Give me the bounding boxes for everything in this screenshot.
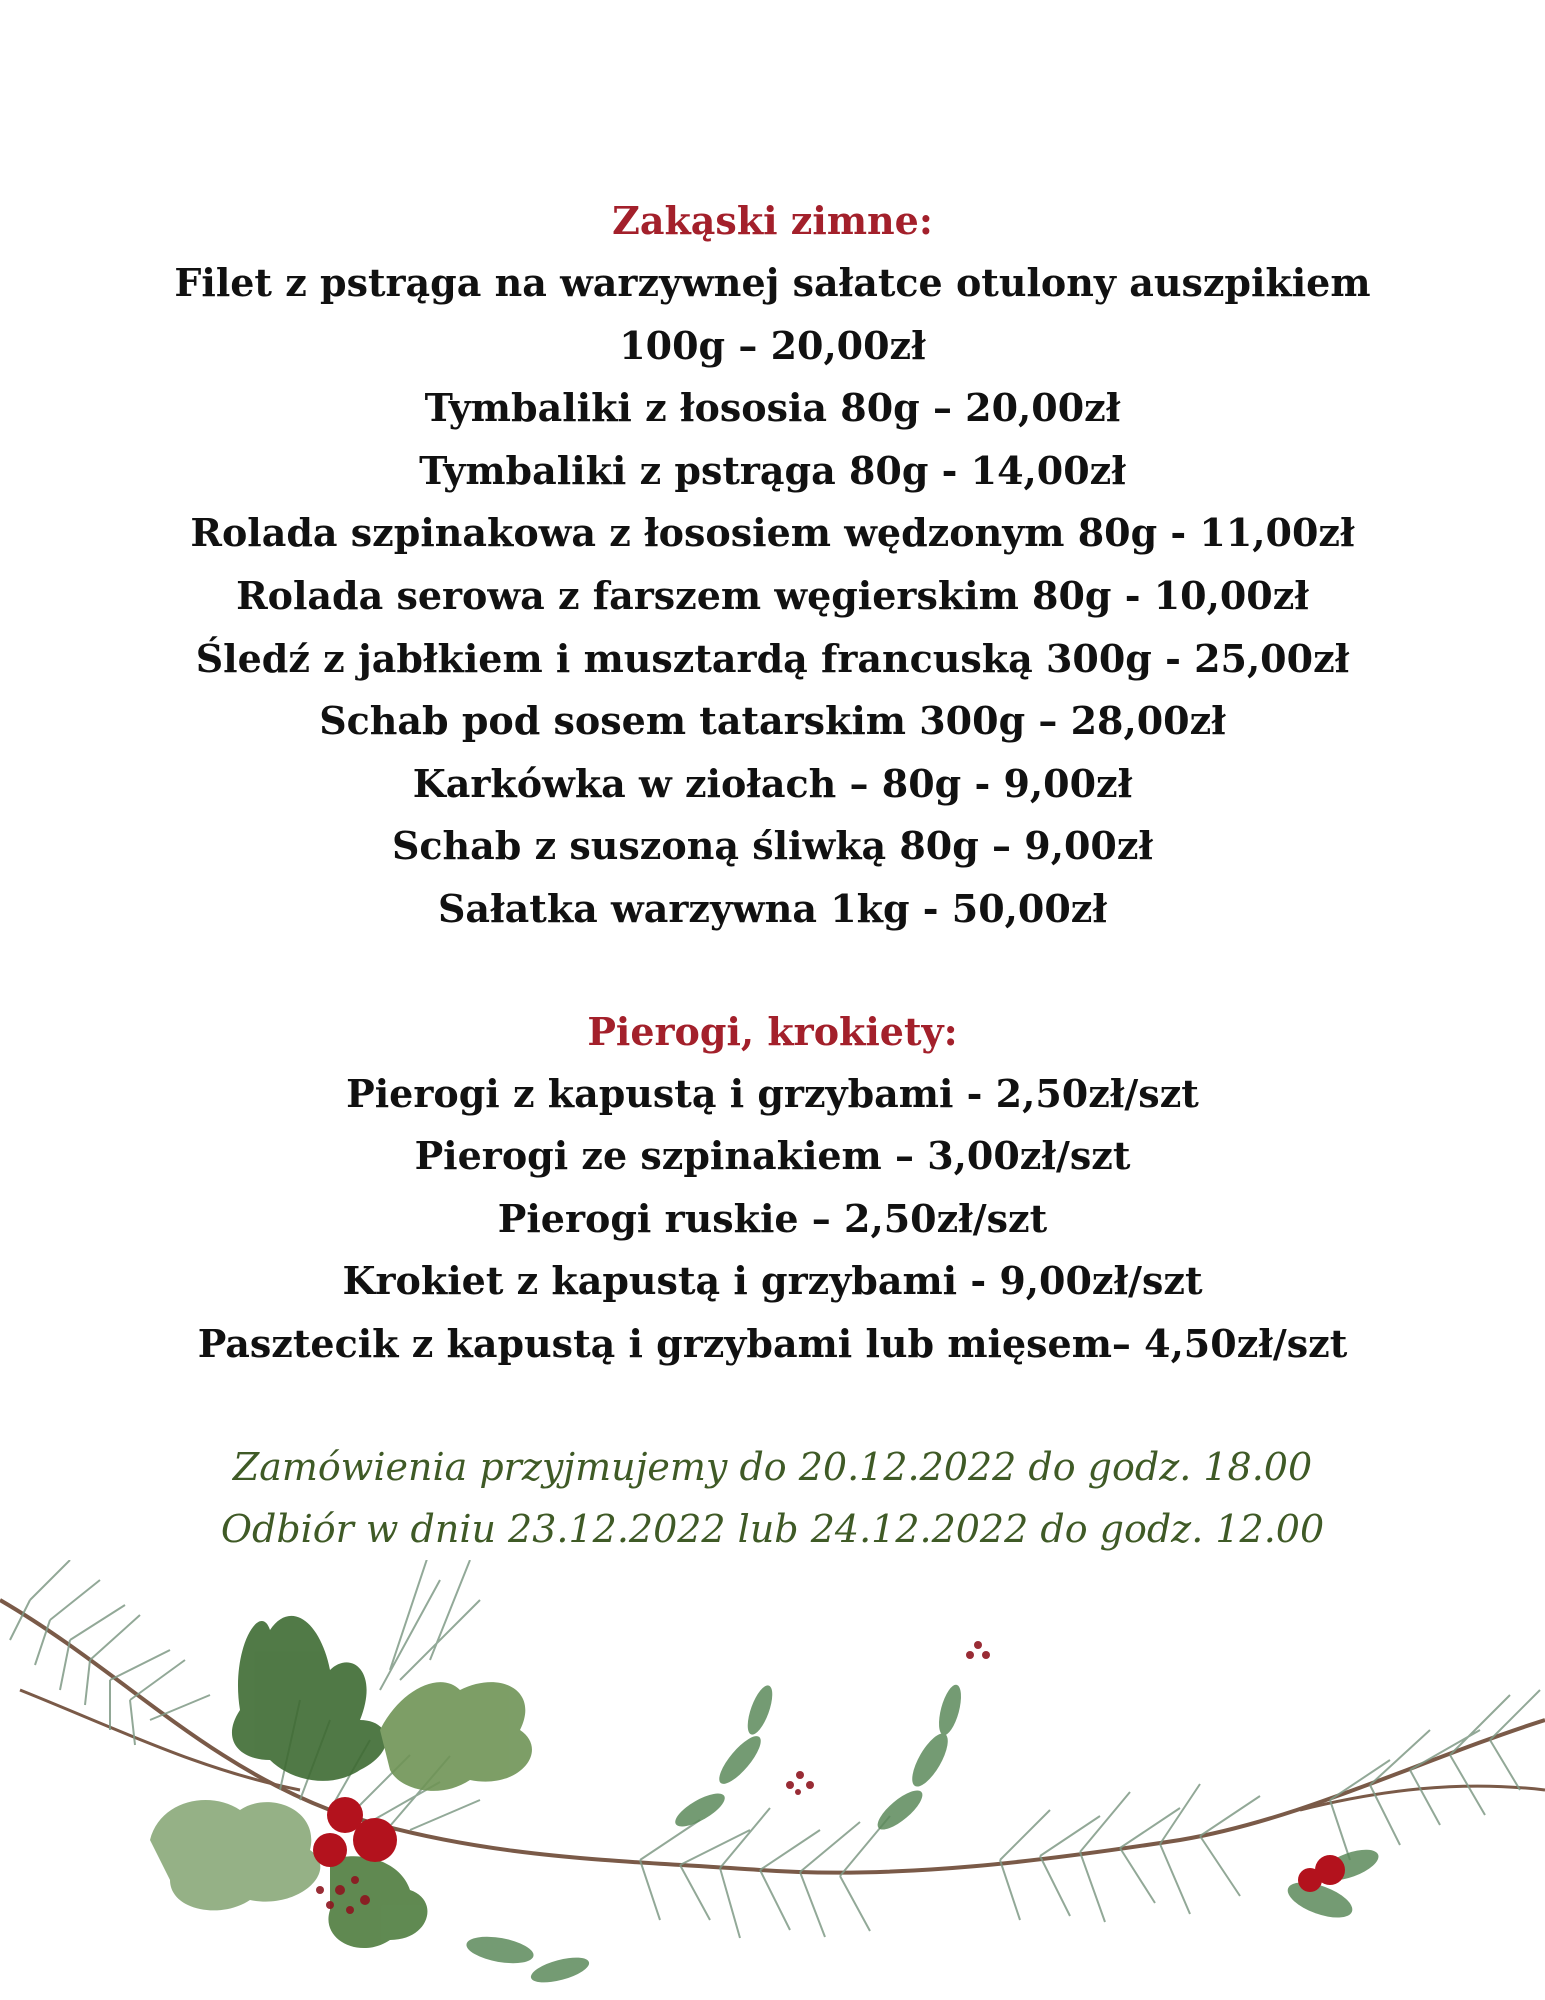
section-heading: Pierogi, krokiety: bbox=[587, 1008, 958, 1054]
menu-item: Pierogi z kapustą i grzybami - 2,50zł/szt bbox=[346, 1070, 1199, 1116]
section-cold-appetizers bbox=[0, 190, 1545, 941]
menu-item: Tymbaliki z łososia 80g – 20,00zł bbox=[424, 385, 1121, 431]
section-heading: Zakąski zimne: bbox=[612, 198, 933, 243]
section-spacer bbox=[0, 941, 1545, 1001]
menu-item: Schab z suszoną śliwką 80g – 9,00zł bbox=[391, 823, 1154, 869]
menu-item: Krokiet z kapustą i grzybami - 9,00zł/szt bbox=[342, 1258, 1203, 1304]
order-deadline-note: Zamówienia przyjmujemy do 20.12.2022 do godz. 18.00 bbox=[232, 1444, 1313, 1489]
menu-item: Pierogi ze szpinakiem – 3,00zł/szt bbox=[414, 1133, 1131, 1179]
order-notes bbox=[0, 1436, 1545, 1561]
menu-item: Rolada serowa z farszem węgierskim 80g - 10,00zł bbox=[236, 572, 1309, 618]
menu-item: Sałatka warzywna 1kg - 50,00zł bbox=[437, 885, 1107, 931]
menu-item: Schab pod sosem tatarskim 300g – 28,00zł bbox=[319, 698, 1226, 744]
menu-item: Rolada szpinakowa z łososiem wędzonym 80g - 11,00zł bbox=[190, 510, 1355, 556]
menu-item: Filet z pstrąga na warzywnej sałatce otulony auszpikiem bbox=[174, 260, 1371, 305]
menu-item: Karkówka w ziołach – 80g - 9,00zł bbox=[412, 760, 1133, 806]
menu-item: 100g – 20,00zł bbox=[619, 322, 926, 368]
menu-item: Pierogi ruskie – 2,50zł/szt bbox=[497, 1195, 1048, 1241]
section-spacer bbox=[0, 1376, 1545, 1436]
menu-item: Tymbaliki z pstrąga 80g - 14,00zł bbox=[419, 447, 1126, 493]
section-pierogi-croquettes bbox=[0, 1001, 1545, 1376]
pickup-note: Odbiór w dniu 23.12.2022 lub 24.12.2022 do godz. 12.00 bbox=[220, 1507, 1325, 1552]
menu-item: Śledź z jabłkiem i musztardą francuską 300g - 25,00zł bbox=[195, 635, 1350, 681]
menu-item: Pasztecik z kapustą i grzybami lub mięsem– 4,50zł/szt bbox=[197, 1320, 1348, 1366]
menu-document bbox=[0, 190, 1545, 1561]
christmas-holly-pine-garland-icon bbox=[0, 1560, 1545, 2000]
